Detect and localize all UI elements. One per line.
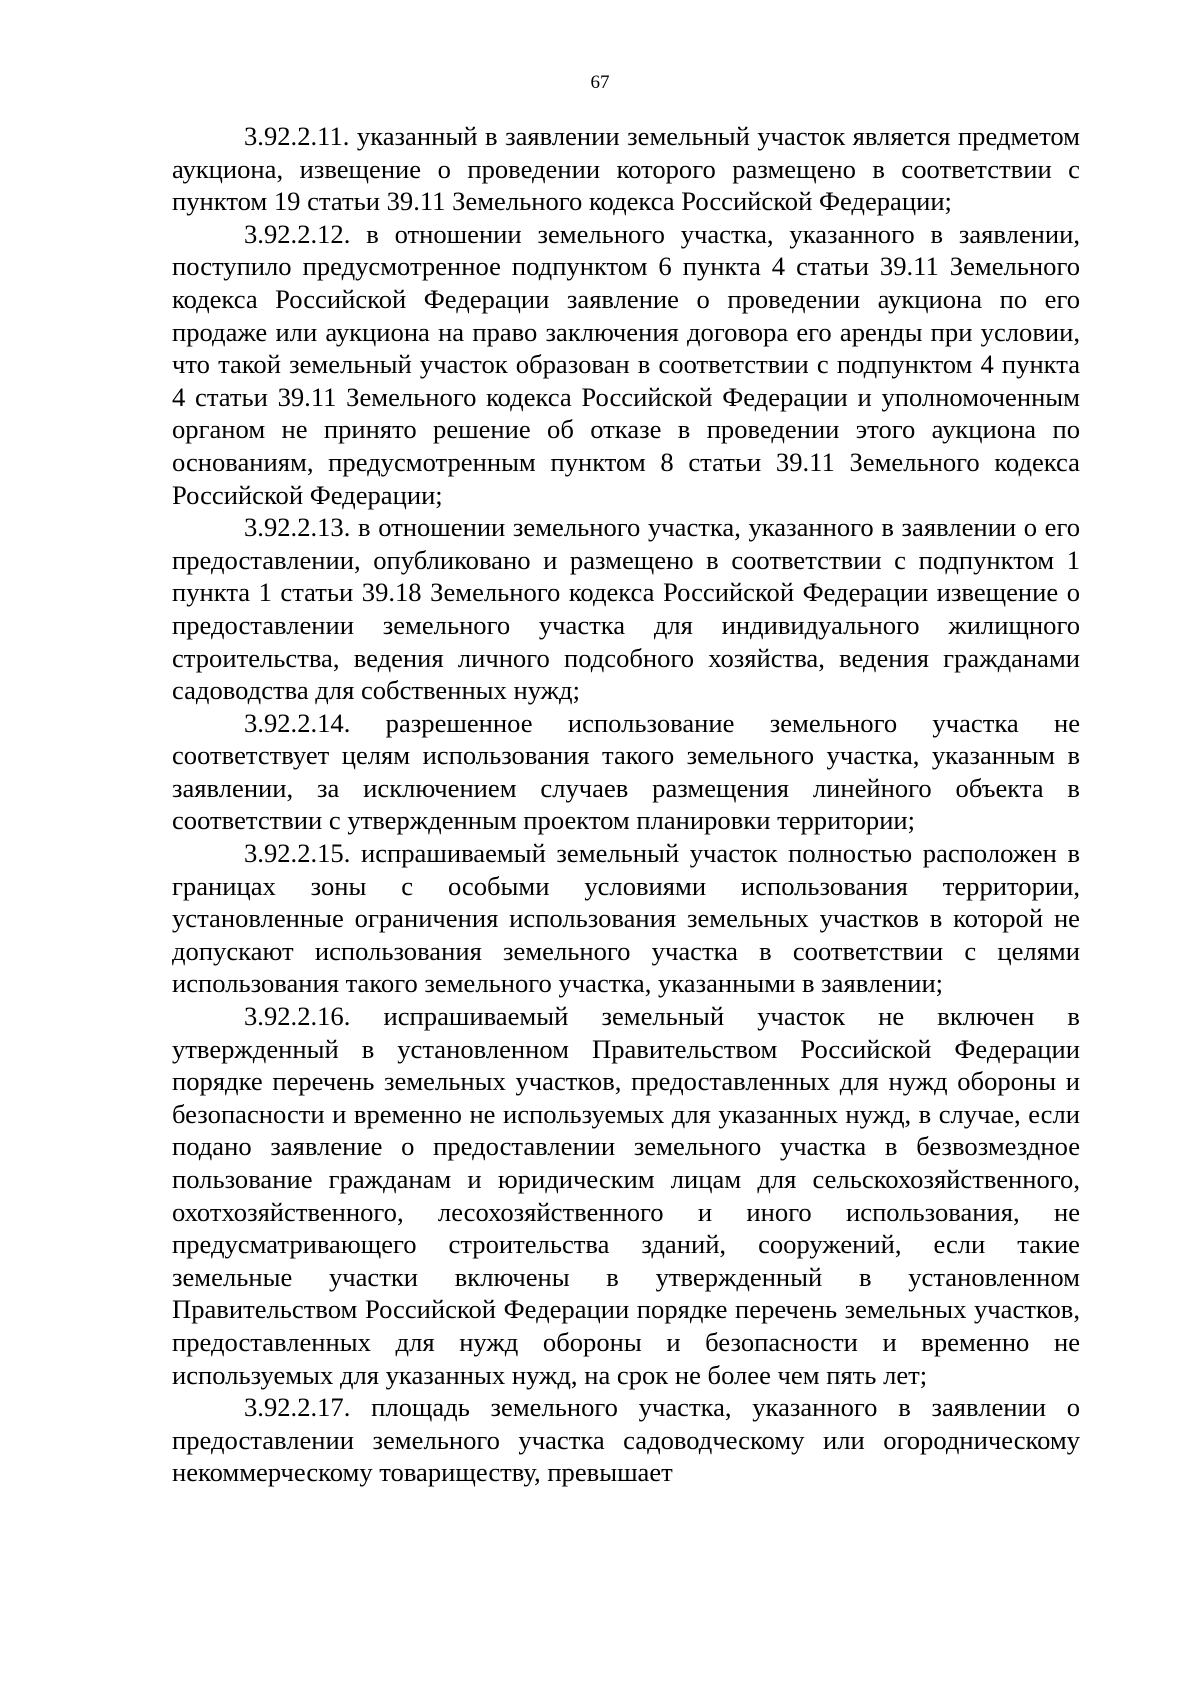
document-body xyxy=(172,120,1080,1489)
paragraph-3-92-2-15: 3.92.2.15. испрашиваемый земельный участок полностью расположен в границах зоны с особыми условиями использования территории, установленные ограничения использования земельных участков в которой не допускают использования земельного участка в соответствии с целями использования такого земельного участка, указанными в заявлении; xyxy=(172,838,1080,999)
paragraph-3-92-2-11: 3.92.2.11. указанный в заявлении земельный участок является предметом аукциона, извещение о проведении которого размещено в соответствии с пунктом 19 статьи 39.11 Земельного кодекса Российской Федерации; xyxy=(172,121,1080,217)
paragraph-3-92-2-12: 3.92.2.12. в отношении земельного участка, указанного в заявлении, поступило предусмотренное подпунктом 6 пункта 4 статьи 39.11 Земельного кодекса Российской Федерации заявление о проведении аукциона по его продаже или аукциона на право заключения договора его аренды при условии, что такой земельный участок образован в соответствии с подпунктом 4 пункта 4 статьи 39.11 Земельного кодекса Российской Федерации и уполномоченным органом не принято решение об отказе в проведении этого аукциона по основаниям, предусмотренным пунктом 8 статьи 39.11 Земельного кодекса Российской Федерации; xyxy=(172,218,1080,510)
paragraph-3-92-2-16: 3.92.2.16. испрашиваемый земельный участок не включен в утвержденный в установленном Правительством Российской Федерации порядке перечень земельных участков, предоставленных для нужд обороны и безопасности и временно не используемых для указанных нужд, в случае, если подано заявление о предоставлении земельного участка в безвозмездное пользование гражданам и юридическим лицам для сельскохозяйственного, охотхозяйственного, лесохозяйственного и иного использования, не предусматривающего строительства зданий, сооружений, если такие земельные участки включены в утвержденный в установленном Правительством Российской Федерации порядке перечень земельных участков, предоставленных для нужд обороны и безопасности и временно не используемых для указанных нужд, на срок не более чем пять лет; xyxy=(172,1001,1080,1390)
paragraph-3-92-2-17: 3.92.2.17. площадь земельного участка, указанного в заявлении о предоставлении земельного участка садоводческому или огородническому некоммерческому товариществу, превышает xyxy=(172,1392,1080,1488)
page-number: 67 xyxy=(590,72,610,93)
paragraph-3-92-2-13: 3.92.2.13. в отношении земельного участка, указанного в заявлении о его предоставлении, опубликовано и размещено в соответствии с подпунктом 1 пункта 1 статьи 39.18 Земельного кодекса Российской Федерации извещение о предоставлении земельного участка для индивидуального жилищного строительства, ведения личного подсобного хозяйства, ведения гражданами садоводства для собственных нужд; xyxy=(172,512,1080,706)
paragraph-3-92-2-14: 3.92.2.14. разрешенное использование земельного участка не соответствует целям использования такого земельного участка, указанным в заявлении, за исключением случаев размещения линейного объекта в соответствии с утвержденным проектом планировки территории; xyxy=(172,707,1080,836)
